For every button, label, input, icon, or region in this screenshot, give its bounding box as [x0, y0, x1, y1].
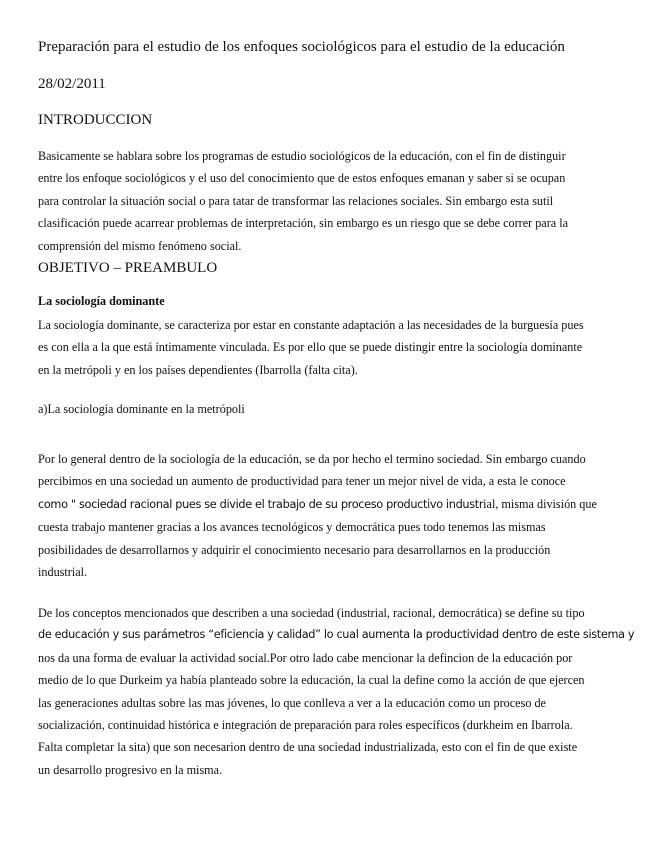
- text-line-mixed: [38, 493, 618, 516]
- text-line: clasificación puede acarrear problemas de interpretación, sin embargo es un riesgo que se debe correr para la: [38, 216, 569, 231]
- heading-objetivo-preambulo: OBJETIVO – PREAMBULO: [38, 260, 218, 276]
- text-line: Basicamente se hablara sobre los programas de estudio sociológicos de la educación, con el fin de distinguir: [38, 149, 566, 163]
- text-line: medio de lo que Durkeim ya había planteado sobre la educación, la cual la define como la acción de que ejercen: [38, 673, 585, 688]
- text-line: percibimos en una sociedad un aumento de productividad para tener un mejor nivel de vida, a esta le conoce: [38, 474, 566, 489]
- document-date: 28/02/2011: [38, 76, 106, 92]
- paragraph-conceptos: [38, 602, 635, 781]
- paragraph-metropoli: [38, 448, 618, 583]
- text-line: nos da una forma de evaluar la actividad social.Por otro lado cabe mencionar la defincion de la educación por: [38, 650, 573, 665]
- text-line: posibilidades de desarrollarnos y adquirir el conocimiento necesario para desarrollarnos en la producción: [38, 542, 551, 557]
- text-line: para controlar la situación social o para tatar de transformar las relaciones sociales. Sin embargo esta sutil: [38, 193, 554, 208]
- text-line: en la metrópoli y en los países dependientes (Ibarrolla (falta cita).: [38, 362, 358, 377]
- text-line: Por lo general dentro de la sociología de la educación, se da por hecho el termino sociedad. Sin embargo cuando: [38, 452, 586, 466]
- text-line: socialización, continuidad histórica e integración de preparación para roles específicos (durkheim en Ibarrola.: [38, 718, 573, 733]
- text-line: De los conceptos mencionados que describen a una sociedad (industrial, racional, democrática) se define su tipo: [38, 606, 585, 620]
- subheading-sociologia-dominante: La sociología dominante: [38, 294, 165, 308]
- paragraph-sociologia-dominante: [38, 314, 618, 381]
- text-line: Falta completar la sita) que son necesarion dentro de una sociedad industrializada, esto con el fin de que existe: [38, 740, 578, 755]
- text-line: es con ella a la que está íntimamente vinculada. Es por ello que se puede distingir entre la sociología dominante: [38, 340, 583, 355]
- text-line: industrial.: [38, 565, 88, 580]
- subheading-metropoli: a)La sociología dominante en la metrópoli: [38, 402, 245, 416]
- heading-introduccion: INTRODUCCION: [38, 112, 153, 128]
- text-line: La sociología dominante, se caracteriza por estar en constante adaptación a las necesidades de la burguesía pues: [38, 318, 584, 332]
- paragraph-introduccion: [38, 145, 618, 257]
- text-run-sans: como " sociedad racional pues se divide el trabajo de su proceso productivo industr: [38, 497, 484, 511]
- text-line-sans: de educación y sus parámetros “eficiencia y calidad” lo cual aumenta la productividad dentro de este sistema y: [38, 628, 635, 642]
- text-line: las generaciones adultas sobre las mas jóvenes, lo que conlleva a ver a la educación como un proceso de: [38, 695, 546, 710]
- document-title: Preparación para el estudio de los enfoques sociológicos para el estudio de la educación: [38, 39, 565, 55]
- text-line: entre los enfoque sociológicos y el uso del conocimiento que de estos enfoques emanan y saber si se ocupan: [38, 171, 566, 186]
- text-run-serif: ial, misma división que: [483, 496, 597, 511]
- text-line: un desarrollo progresivo en la misma.: [38, 762, 223, 777]
- text-line: cuesta trabajo mantener gracias a los avances tecnológicos y democrática pues todo tenemos las mismas: [38, 520, 546, 535]
- text-line: comprensión del mismo fenómeno social.: [38, 238, 242, 253]
